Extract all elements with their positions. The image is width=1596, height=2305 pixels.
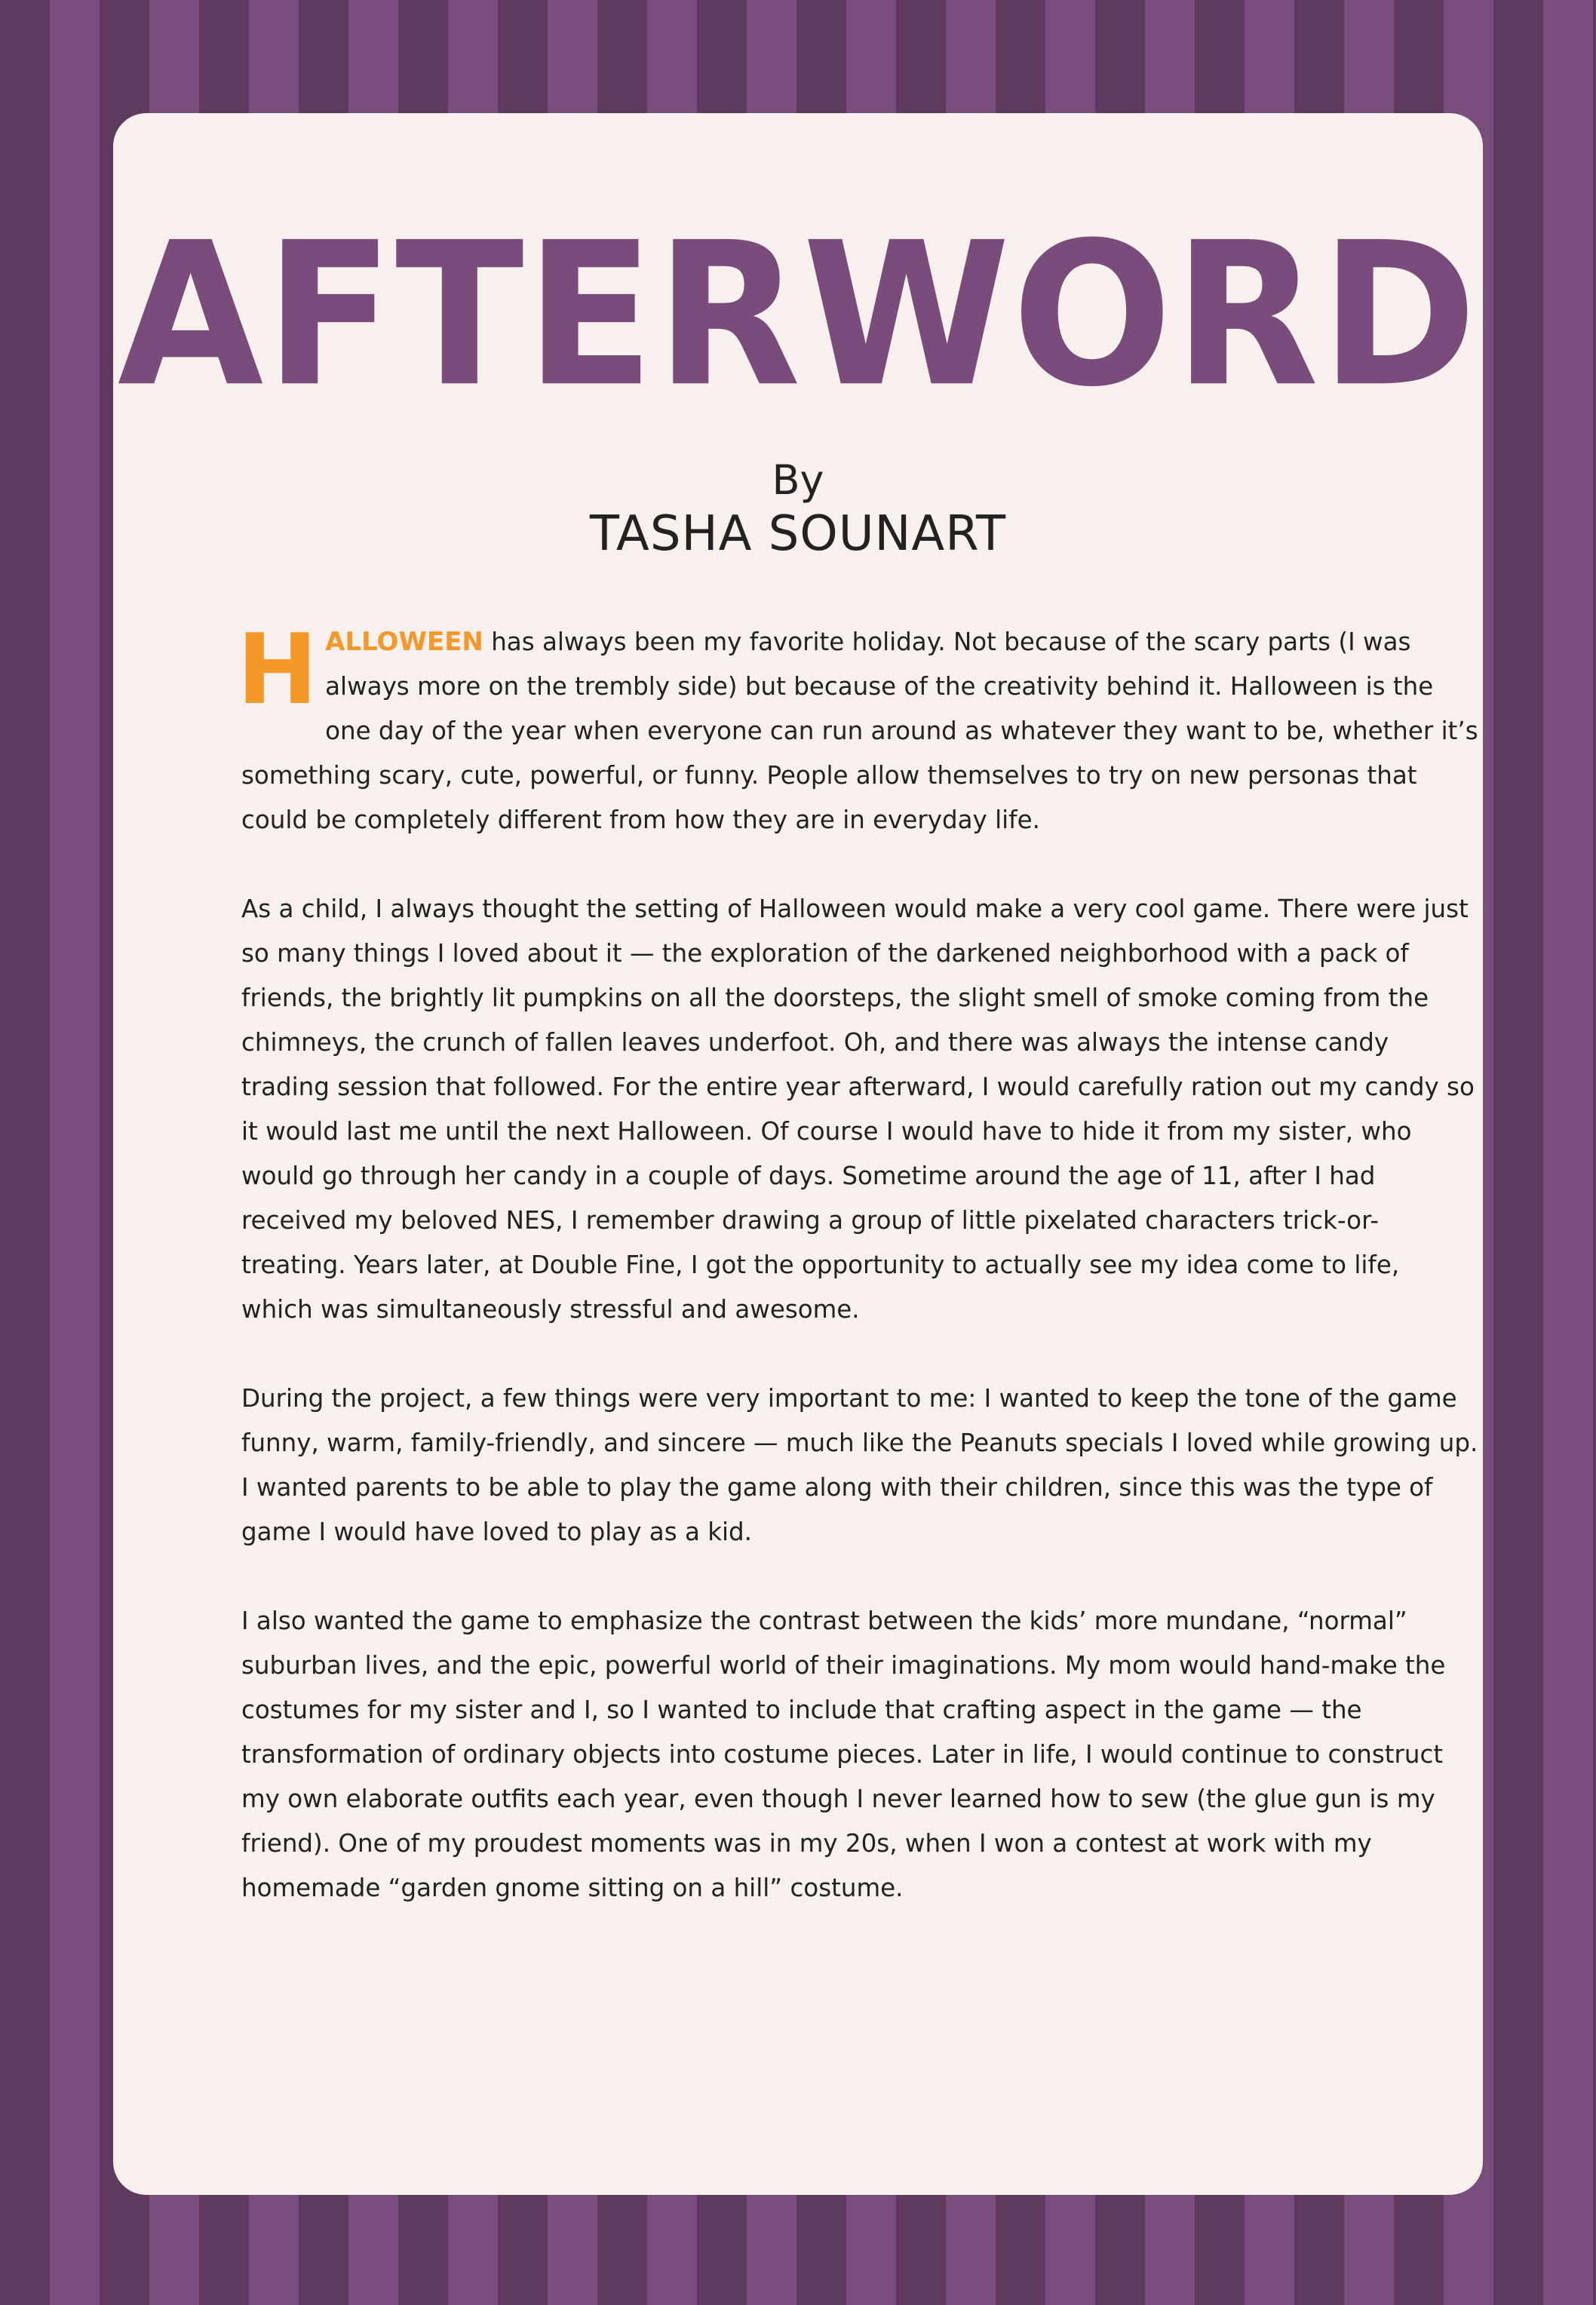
lead-word: ALLOWEEN [325, 627, 483, 657]
paragraph-4: I also wanted the game to emphasize the contrast between the kids’ more mundane, “normal” suburban lives, and the epic, powerful world of their imaginations. My mom would hand-make the costumes for my sister and I, so I wanted to include that crafting aspect in the game — the transformation of ordinary objects into costume pieces. Later in life, I would continue to construct my own elaborate outfits each year, even though I never learned how to sew (the glue gun is my friend). One of my proudest moments was in my 20s, when I won a contest at work with my homemade “garden gnome sitting on a hill” costume. [241, 1607, 1446, 1902]
paragraph-3: During the project, a few things were very important to me: I wanted to keep the tone of the game funny, warm, family-friendly, and sincere — much like the Peanuts specials I loved while growing up. I wanted parents to be able to play the game along with their children, since this was the type of game I would have loved to play as a kid. [241, 1384, 1478, 1546]
drop-cap: H [237, 614, 318, 726]
page-card [113, 113, 1483, 2195]
paragraph-2: As a child, I always thought the setting of Halloween would make a very cool game. There were just so many things I loved about it — the exploration of the darkened neighborhood with a pack of friends, the brightly lit pumpkins on all the doorsteps, the slight smell of smoke coming from the chimneys, the crunch of fallen leaves underfoot. Oh, and there was always the intense candy trading session that followed. For the entire year afterward, I would carefully ration out my candy so it would last me until the next Halloween. Of course I would have to hide it from my sister, who would go through her candy in a couple of days. Sometime around the age of 11, after I had received my beloved NES, I remember drawing a group of little pixelated characters trick-or-treating. Years later, at Double Fine, I got the opportunity to actually see my idea come to life, which was simultaneously stressful and awesome. [241, 895, 1475, 1324]
page-title: AFTERWORD [117, 199, 1479, 431]
byline [113, 456, 1483, 563]
by-label: By [772, 456, 824, 504]
paragraph-1-text: has always been my favorite holiday. Not because of the scary parts (I was always more on the trembly side) but because of the creativity behind it. Halloween is the one day of the year when everyone can run around as whatever they want to be, whether it’s something scary, cute, powerful, or funny. People allow themselves to try on new personas that could be completely different from how they are in everyday life. [241, 628, 1478, 834]
paragraph-1 [237, 614, 1478, 843]
author-name: TASHA SOUNART [589, 506, 1007, 562]
article-body [237, 614, 1478, 1955]
